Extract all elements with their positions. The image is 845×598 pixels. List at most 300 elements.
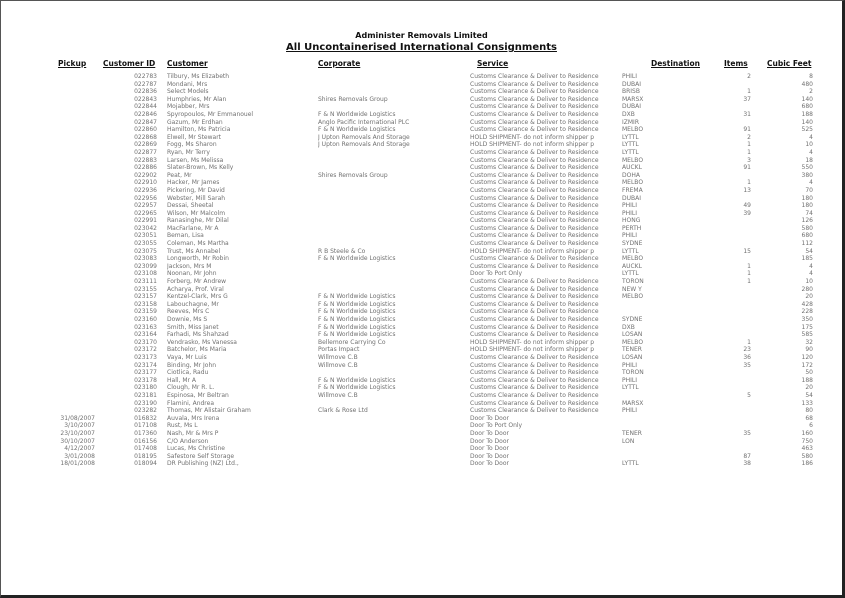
items-cell: 91 [743, 126, 751, 134]
service-cell: Door To Door [470, 445, 509, 453]
table-row [1, 460, 845, 468]
customer-id-cell: 022956 [134, 194, 157, 202]
customer-id-cell: 023042 [134, 224, 157, 232]
table-row [1, 172, 845, 180]
customer-id-cell: 018195 [134, 452, 157, 460]
cubic-feet-cell: 4 [809, 133, 813, 141]
customer-cell: Mondani, Mrs [167, 80, 208, 88]
destination-cell: MELBO [622, 126, 644, 134]
service-cell: Customs Clearance & Deliver to Residence [470, 224, 599, 232]
corporate-cell: Willmove C.B [318, 361, 358, 369]
destination-cell: DUBAI [622, 80, 642, 88]
customer-id-cell: 023111 [134, 278, 157, 286]
cubic-feet-cell: 480 [801, 80, 813, 88]
table-row [1, 331, 845, 339]
corporate-cell: F & N Worldwide Logistics [318, 293, 396, 301]
service-cell: Customs Clearance & Deliver to Residence [470, 148, 599, 156]
table-row [1, 369, 845, 377]
corporate-cell: Willmove C.B [318, 353, 358, 361]
table-row [1, 111, 845, 119]
service-cell: HOLD SHIPMENT- do not inform shipper p [470, 346, 595, 354]
customer-cell: Hamilton, Ms Patricia [167, 126, 231, 134]
company-name: Administer Removals Limited [355, 31, 488, 40]
customer-cell: Downie, Ms S [167, 316, 208, 323]
customer-cell: Safestore Self Storage [167, 452, 235, 460]
cubic-feet-cell: 8 [809, 73, 813, 80]
service-cell: Customs Clearance & Deliver to Residence [470, 80, 599, 88]
service-cell: Customs Clearance & Deliver to Residence [470, 156, 599, 164]
cubic-feet-cell: 20 [805, 293, 813, 301]
customer-cell: Elwell, Mr Stewart [167, 133, 222, 141]
table-row [1, 255, 845, 263]
destination-cell: LOSAN [622, 331, 643, 339]
service-cell: Customs Clearance & Deliver to Residence [470, 353, 599, 361]
destination-cell: MELBO [622, 293, 644, 301]
service-cell: Customs Clearance & Deliver to Residence [470, 376, 599, 384]
destination-cell: AUCKL [622, 164, 642, 172]
customer-id-cell: 022965 [134, 209, 157, 217]
items-cell: 49 [743, 202, 751, 210]
customer-cell: DR Publishing (NZ) Ltd., [167, 460, 239, 468]
customer-cell: Smith, Miss Janet [167, 323, 219, 331]
customer-id-cell: 022936 [134, 186, 157, 194]
destination-cell: MELBO [622, 179, 644, 187]
table-row [1, 346, 845, 354]
cubic-feet-cell: 74 [805, 209, 813, 217]
service-cell: Customs Clearance & Deliver to Residence [470, 240, 599, 248]
service-cell: HOLD SHIPMENT- do not inform shipper p [470, 338, 595, 346]
customer-cell: Kentzel-Clark, Mrs G [167, 293, 228, 301]
cubic-feet-cell: 525 [801, 126, 813, 134]
destination-cell: NEW Y [622, 285, 642, 293]
customer-cell: Coleman, Ms Martha [167, 240, 229, 248]
corporate-cell: F & N Worldwide Logistics [318, 376, 396, 384]
customer-id-cell: 023177 [134, 369, 157, 377]
cubic-feet-cell: 680 [801, 232, 813, 240]
cubic-feet-cell: 54 [805, 391, 813, 399]
destination-cell: LOSAN [622, 353, 643, 361]
customer-cell: Binding, Mr John [167, 361, 217, 369]
cubic-feet-cell: 172 [801, 361, 813, 369]
table-row [1, 422, 845, 430]
customer-cell: Wilson, Mr Malcolm [167, 209, 226, 217]
service-cell: Customs Clearance & Deliver to Residence [470, 232, 599, 240]
destination-cell: HONG [622, 217, 641, 225]
customer-cell: Select Models [167, 88, 209, 96]
cubic-feet-cell: 160 [801, 429, 813, 437]
table-row [1, 88, 845, 96]
customer-cell: Ciotlica, Radu [167, 369, 209, 377]
customer-cell: Trust, Ms Annabel [167, 247, 221, 255]
customer-cell: Espinosa, Mr Beltran [167, 391, 229, 399]
cubic-feet-cell: 50 [805, 369, 813, 377]
service-cell: Customs Clearance & Deliver to Residence [470, 369, 599, 377]
service-cell: Customs Clearance & Deliver to Residence [470, 407, 599, 415]
pickup-cell: 4/12/2007 [64, 445, 95, 453]
destination-cell: LYTTL [622, 384, 639, 392]
customer-cell: Lucas, Ms Christine [167, 445, 225, 453]
table-row [1, 187, 845, 195]
customer-cell: Labouchagne, Mr [167, 300, 219, 308]
table-row [1, 179, 845, 187]
destination-cell: BRISB [622, 88, 640, 96]
customer-id-cell: 023170 [134, 338, 157, 346]
customer-id-cell: 023190 [134, 399, 157, 407]
customer-id-cell: 022869 [134, 141, 157, 149]
customer-id-cell: 022902 [134, 171, 157, 179]
destination-cell: AUCKL [622, 262, 642, 270]
customer-cell: Noonan, Mr John [167, 270, 217, 278]
customer-cell: Gazum, Mr Erdhan [167, 118, 223, 126]
items-cell: 91 [743, 164, 751, 172]
service-cell: Customs Clearance & Deliver to Residence [470, 171, 599, 179]
destination-cell: IZMIR [622, 118, 639, 126]
table-row [1, 126, 845, 134]
customer-id-cell: 017360 [134, 429, 157, 437]
destination-cell: DUBAI [622, 103, 642, 111]
customer-cell: Vendrasko, Ms Vanessa [167, 338, 237, 346]
cubic-feet-cell: 175 [801, 323, 813, 331]
cubic-feet-cell: 10 [805, 141, 813, 149]
service-cell: Door To Port Only [470, 270, 523, 278]
items-cell: 1 [747, 148, 751, 156]
destination-cell: DXB [622, 110, 635, 118]
table-row [1, 81, 845, 89]
cubic-feet-cell: 4 [809, 148, 813, 156]
destination-cell: MELBO [622, 156, 644, 164]
cubic-feet-cell: 188 [801, 376, 813, 384]
service-cell: Customs Clearance & Deliver to Residence [470, 316, 599, 323]
table-row [1, 210, 845, 218]
consignment-table [1, 73, 845, 468]
items-cell: 1 [747, 141, 751, 149]
customer-id-cell: 023108 [134, 270, 157, 278]
corporate-cell: Shires Removals Group [318, 171, 388, 179]
cubic-feet-cell: 4 [809, 262, 813, 270]
service-cell: Door To Door [470, 452, 509, 460]
corporate-cell: F & N Worldwide Logistics [318, 300, 396, 308]
table-row [1, 339, 845, 347]
customer-cell: Acharya, Prof. Viral [167, 285, 224, 293]
service-cell: Customs Clearance & Deliver to Residence [470, 323, 599, 331]
table-row [1, 157, 845, 165]
column-header-corporate: Corporate [318, 59, 361, 68]
customer-cell: Vaya, Mr Luis [167, 353, 207, 361]
service-cell: Customs Clearance & Deliver to Residence [470, 73, 599, 80]
customer-id-cell: 022957 [134, 202, 157, 210]
destination-cell: LYTTL [622, 141, 639, 149]
cubic-feet-cell: 580 [801, 224, 813, 232]
destination-cell: TORON [622, 278, 644, 286]
items-cell: 2 [747, 73, 751, 80]
items-cell: 1 [747, 278, 751, 286]
corporate-cell: F & N Worldwide Logistics [318, 110, 396, 118]
table-row [1, 316, 845, 324]
items-cell: 31 [743, 110, 751, 118]
customer-cell: Ranasinghe, Mr Dilal [167, 217, 229, 225]
cubic-feet-cell: 580 [801, 452, 813, 460]
cubic-feet-cell: 186 [801, 460, 813, 468]
customer-cell: Forberg, Mr Andrew [167, 278, 227, 286]
table-row [1, 301, 845, 309]
customer-id-cell: 023178 [134, 376, 157, 384]
items-cell: 1 [747, 338, 751, 346]
customer-id-cell: 023099 [134, 262, 157, 270]
service-cell: Customs Clearance & Deliver to Residence [470, 300, 599, 308]
table-row [1, 119, 845, 127]
corporate-cell: F & N Worldwide Logistics [318, 308, 396, 316]
table-row [1, 217, 845, 225]
customer-cell: Rust, Ms L [167, 422, 198, 430]
table-row [1, 248, 845, 256]
cubic-feet-cell: 10 [805, 278, 813, 286]
items-cell: 13 [743, 186, 751, 194]
customer-id-cell: 022846 [134, 110, 157, 118]
corporate-cell: Bellemore Carrying Co [318, 338, 386, 346]
customer-id-cell: 023174 [134, 361, 157, 369]
cubic-feet-cell: 585 [801, 331, 813, 339]
corporate-cell: Shires Removals Group [318, 95, 388, 103]
column-header-cubic-feet: Cubic Feet [767, 59, 812, 68]
column-header-customer-id: Customer ID [103, 59, 156, 68]
corporate-cell: R B Steele & Co [318, 247, 366, 255]
customer-id-cell: 022886 [134, 164, 157, 172]
cubic-feet-cell: 280 [801, 285, 813, 293]
customer-id-cell: 023083 [134, 255, 157, 263]
service-cell: Customs Clearance & Deliver to Residence [470, 255, 599, 263]
customer-id-cell: 022787 [134, 80, 157, 88]
cubic-feet-cell: 70 [805, 186, 813, 194]
customer-id-cell: 023075 [134, 247, 157, 255]
customer-id-cell: 018094 [134, 460, 157, 468]
items-cell: 5 [747, 391, 751, 399]
service-cell: Customs Clearance & Deliver to Residence [470, 217, 599, 225]
table-row [1, 407, 845, 415]
customer-id-cell: 023055 [134, 240, 157, 248]
customer-cell: Tilbury, Ms Elizabeth [167, 73, 230, 80]
cubic-feet-cell: 112 [801, 240, 813, 248]
cubic-feet-cell: 68 [805, 414, 813, 422]
table-row [1, 453, 845, 461]
customer-id-cell: 023181 [134, 391, 157, 399]
table-row [1, 445, 845, 453]
table-row [1, 141, 845, 149]
corporate-cell: F & N Worldwide Logistics [318, 384, 396, 392]
table-row [1, 354, 845, 362]
destination-cell: PHILI [622, 376, 638, 384]
table-row [1, 149, 845, 157]
customer-cell: Peat, Mr [167, 171, 192, 179]
items-cell: 1 [747, 88, 751, 96]
items-cell: 37 [743, 95, 751, 103]
service-cell: Customs Clearance & Deliver to Residence [470, 262, 599, 270]
cubic-feet-cell: 380 [801, 171, 813, 179]
table-row [1, 400, 845, 408]
destination-cell: PHILI [622, 73, 638, 80]
items-cell: 23 [743, 346, 751, 354]
customer-id-cell: 023051 [134, 232, 157, 240]
customer-id-cell: 023158 [134, 300, 157, 308]
customer-cell: Humphries, Mr Alan [167, 95, 227, 103]
cubic-feet-cell: 120 [801, 353, 813, 361]
items-cell: 2 [747, 133, 751, 141]
service-cell: HOLD SHIPMENT- do not inform shipper p [470, 141, 595, 149]
destination-cell: MARSX [622, 95, 644, 103]
items-cell: 35 [743, 429, 751, 437]
items-cell: 1 [747, 262, 751, 270]
customer-cell: Thomas, Mr Alistair Graham [167, 407, 251, 415]
service-cell: Customs Clearance & Deliver to Residence [470, 118, 599, 126]
service-cell: Door To Door [470, 429, 509, 437]
destination-cell: LON [622, 437, 635, 445]
corporate-cell: F & N Worldwide Logistics [318, 323, 396, 331]
column-header-destination: Destination [651, 59, 700, 68]
cubic-feet-cell: 140 [801, 118, 813, 126]
customer-cell: Mojabber, Mrs [167, 103, 210, 111]
customer-id-cell: 017108 [134, 422, 157, 430]
table-row [1, 415, 845, 423]
customer-cell: Flamini, Andrea [167, 399, 215, 407]
service-cell: Door To Port Only [470, 422, 523, 430]
cubic-feet-cell: 4 [809, 179, 813, 187]
destination-cell: FREMA [622, 186, 643, 194]
customer-cell: Webster, Mill Sarah [167, 194, 226, 202]
destination-cell: PHILI [622, 407, 638, 415]
cubic-feet-cell: 180 [801, 202, 813, 210]
column-header-customer: Customer [167, 59, 208, 68]
destination-cell: SYDNE [622, 316, 643, 323]
cubic-feet-cell: 188 [801, 110, 813, 118]
customer-cell: Clough, Mr R. L. [167, 384, 215, 392]
service-cell: Customs Clearance & Deliver to Residence [470, 209, 599, 217]
customer-cell: MacFarlane, Mr A [167, 224, 219, 232]
customer-id-cell: 022844 [134, 103, 157, 111]
table-row [1, 377, 845, 385]
service-cell: Customs Clearance & Deliver to Residence [470, 126, 599, 134]
service-cell: Customs Clearance & Deliver to Residence [470, 308, 599, 316]
service-cell: Customs Clearance & Deliver to Residence [470, 384, 599, 392]
destination-cell: TENER [622, 429, 642, 437]
service-cell: Customs Clearance & Deliver to Residence [470, 293, 599, 301]
service-cell: Customs Clearance & Deliver to Residence [470, 399, 599, 407]
table-row [1, 232, 845, 240]
table-row [1, 362, 845, 370]
cubic-feet-cell: 20 [805, 384, 813, 392]
table-row [1, 308, 845, 316]
service-cell: Customs Clearance & Deliver to Residence [470, 278, 599, 286]
cubic-feet-cell: 6 [809, 422, 813, 430]
customer-id-cell: 022910 [134, 179, 157, 187]
destination-cell: PHILI [622, 209, 638, 217]
customer-cell: Jackson, Mrs M [167, 262, 212, 270]
cubic-feet-cell: 90 [805, 346, 813, 354]
customer-cell: Pickering, Mr David [167, 186, 225, 194]
pickup-cell: 23/10/2007 [60, 429, 95, 437]
cubic-feet-cell: 18 [805, 156, 813, 164]
customer-cell: Dessai, Sheetal [167, 202, 214, 210]
cubic-feet-cell: 350 [801, 316, 813, 323]
cubic-feet-cell: 228 [801, 308, 813, 316]
cubic-feet-cell: 140 [801, 95, 813, 103]
service-cell: HOLD SHIPMENT- do not inform shipper p [470, 133, 595, 141]
corporate-cell: F & N Worldwide Logistics [318, 331, 396, 339]
customer-id-cell: 023155 [134, 285, 157, 293]
customer-id-cell: 022877 [134, 148, 157, 156]
customer-cell: Slater-Brown, Ms Kelly [167, 164, 234, 172]
cubic-feet-cell: 428 [801, 300, 813, 308]
service-cell: Customs Clearance & Deliver to Residence [470, 110, 599, 118]
service-cell: Customs Clearance & Deliver to Residence [470, 285, 599, 293]
customer-id-cell: 022843 [134, 95, 157, 103]
table-row [1, 225, 845, 233]
customer-id-cell: 017408 [134, 445, 157, 453]
table-row [1, 195, 845, 203]
table-row [1, 438, 845, 446]
table-row [1, 286, 845, 294]
destination-cell: MARSX [622, 399, 644, 407]
items-cell: 38 [743, 460, 751, 468]
service-cell: Customs Clearance & Deliver to Residence [470, 391, 599, 399]
pickup-cell: 3/10/2007 [64, 422, 95, 430]
column-header-pickup: Pickup [58, 59, 87, 68]
destination-cell: TORON [622, 369, 644, 377]
destination-cell: LYTTL [622, 148, 639, 156]
items-cell: 3 [747, 156, 751, 164]
cubic-feet-cell: 4 [809, 270, 813, 278]
cubic-feet-cell: 550 [801, 164, 813, 172]
customer-id-cell: 022783 [134, 73, 157, 80]
customer-id-cell: 022868 [134, 133, 157, 141]
customer-cell: Reeves, Mrs C [167, 308, 210, 316]
destination-cell: LYTTL [622, 133, 639, 141]
items-cell: 1 [747, 179, 751, 187]
table-row [1, 134, 845, 142]
corporate-cell: J Upton Removals And Storage [318, 133, 410, 141]
cubic-feet-cell: 185 [801, 255, 813, 263]
destination-cell: LYTTL [622, 247, 639, 255]
cubic-feet-cell: 680 [801, 103, 813, 111]
destination-cell: PHILI [622, 202, 638, 210]
service-cell: Customs Clearance & Deliver to Residence [470, 186, 599, 194]
corporate-cell: Portas Impact [318, 346, 360, 354]
table-row [1, 73, 845, 81]
cubic-feet-cell: 750 [801, 437, 813, 445]
items-cell: 36 [743, 353, 751, 361]
corporate-cell: F & N Worldwide Logistics [318, 255, 396, 263]
customer-cell: Nash, Mr & Mrs P [167, 429, 219, 437]
customer-id-cell: 022847 [134, 118, 157, 126]
corporate-cell: F & N Worldwide Logistics [318, 316, 396, 323]
customer-id-cell: 023282 [134, 407, 157, 415]
customer-cell: Auvala, Mrs Irena [167, 414, 220, 422]
customer-id-cell: 022836 [134, 88, 157, 96]
table-row [1, 270, 845, 278]
items-cell: 87 [743, 452, 751, 460]
table-row [1, 293, 845, 301]
cubic-feet-cell: 133 [801, 399, 813, 407]
column-header-service: Service [477, 59, 509, 68]
customer-cell: Longworth, Mr Robin [167, 255, 229, 263]
table-row [1, 202, 845, 210]
corporate-cell: F & N Worldwide Logistics [318, 126, 396, 134]
pickup-cell: 3/01/2008 [64, 452, 95, 460]
customer-id-cell: 023164 [134, 331, 157, 339]
destination-cell: MELBO [622, 255, 644, 263]
cubic-feet-cell: 180 [801, 194, 813, 202]
table-row [1, 103, 845, 111]
service-cell: Door To Door [470, 414, 509, 422]
destination-cell: DUBAI [622, 194, 642, 202]
